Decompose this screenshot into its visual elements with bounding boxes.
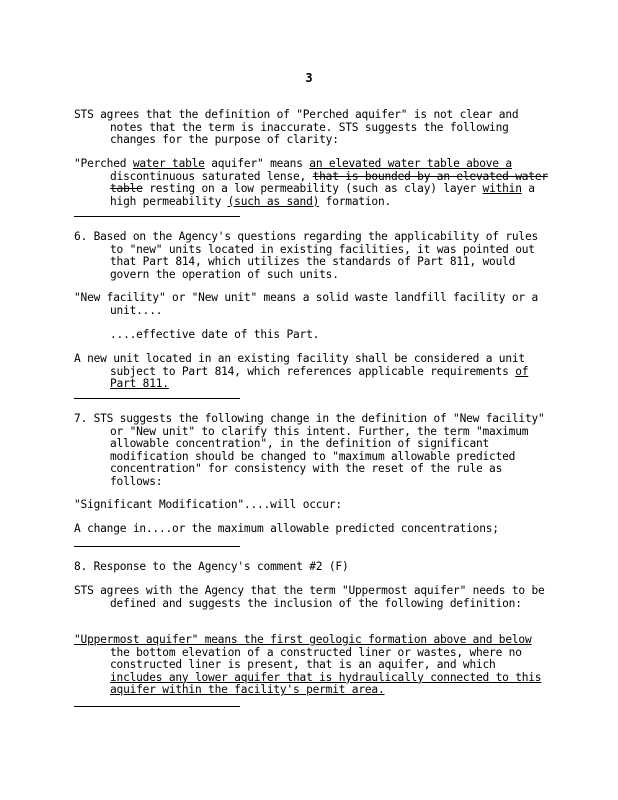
text-run: aquifer" means <box>204 157 310 170</box>
paragraph-text <box>74 353 554 391</box>
text-run: the bottom elevation of a constructed liner or wastes, where no constructed liner is present, that is an aquifer, and which <box>110 645 522 672</box>
paragraph-text: 7. STS suggests the following change in the definition of "New facility" or "New unit" to clarify this intent. Further, the term "maximum allowable concentration", in the definition of significant modification should be changed to "maximum allowable predicted concentration" for consistency with the reset of the rule as follows: <box>74 412 545 488</box>
paragraph-text: 8. Response to the Agency's comment #2 (F) <box>74 560 349 573</box>
underlined-text: "Uppermost aquifer" means the first geologic formation above and below <box>74 633 532 646</box>
paragraph-perched-intro <box>74 109 554 147</box>
paragraph-item-8 <box>74 561 554 574</box>
text-run: A new unit located in an existing facility shall be considered a unit subject to Part 814, which references applicable requirements <box>74 352 525 378</box>
paragraph-item-7 <box>74 413 554 489</box>
paragraph-text <box>74 158 554 208</box>
paragraph-text: STS agrees that the definition of "Perched aquifer" is not clear and notes that the term is inaccurate. STS suggests the following changes for the purpose of clarity: <box>74 108 519 147</box>
struck-text: that is bounded by an elevated water table <box>110 169 548 196</box>
underlined-text: within <box>482 182 522 196</box>
text-run: formation. <box>319 194 392 208</box>
separator-line <box>74 546 240 547</box>
underlined-text: of Part 811. <box>110 364 529 391</box>
paragraph-uppermost-definition <box>74 634 554 697</box>
underlined-text: includes any lower aquifer that is hydraulically connected to this aquifer within the facility's permit area. <box>110 670 542 697</box>
paragraph-text: STS agrees with the Agency that the term "Uppermost aquifer" needs to be defined and suggests the inclusion of the following definition: <box>74 584 545 610</box>
underlined-text: (such as sand) <box>227 194 320 208</box>
text-run: discontinuous saturated lense, <box>110 169 313 183</box>
paragraph-text: A change in....or the maximum allowable predicted concentrations; <box>74 522 499 535</box>
paragraph-significant-modification <box>74 499 554 512</box>
paragraph-text: "New facility" or "New unit" means a solid waste landfill facility or a unit.... <box>74 291 539 317</box>
paragraph-text: "Significant Modification"....will occur: <box>74 498 342 511</box>
paragraph-text: ....effective date of this Part. <box>110 328 320 341</box>
paragraph-uppermost-intro <box>74 585 554 610</box>
paragraph-effective-date <box>74 329 554 342</box>
underlined-text: an elevated water table above a <box>309 157 512 170</box>
paragraph-new-unit <box>74 353 554 391</box>
paragraph-change-in <box>74 523 554 536</box>
text-run: a high permeability <box>110 182 535 208</box>
text-run: "Perched <box>74 157 133 170</box>
text-run: resting on a low permeability (such as clay) layer <box>142 182 483 196</box>
paragraph-perched-definition <box>74 158 554 208</box>
underlined-text: water table <box>132 157 205 170</box>
paragraph-item-6 <box>74 231 554 281</box>
separator-line <box>74 706 240 707</box>
separator-line <box>74 398 240 399</box>
paragraph-new-facility <box>74 292 554 317</box>
paragraph-text: 6. Based on the Agency's questions regarding the applicability of rules to "new" units located in existing facilities, it was pointed out that Part 814, which utilizes the standards of Part 811, would govern the operation of such units. <box>74 230 539 281</box>
paragraph-text <box>74 634 554 697</box>
page-number: 3 <box>305 71 313 85</box>
separator-line <box>74 216 240 217</box>
